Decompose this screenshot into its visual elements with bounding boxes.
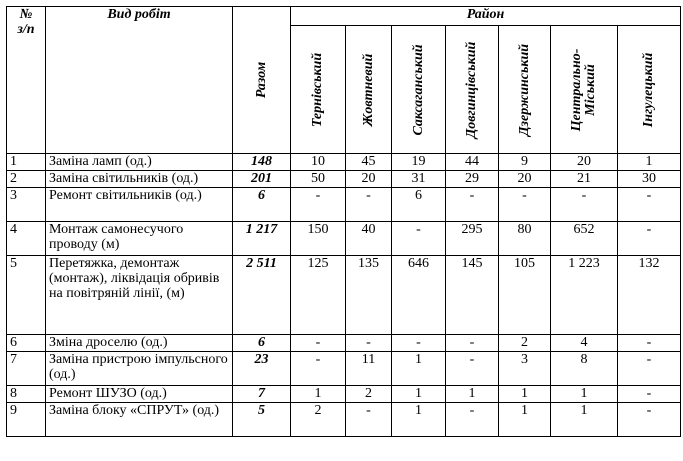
district-label: Центрально- Міський bbox=[569, 48, 598, 131]
district-value-cell: 1 223 bbox=[551, 256, 618, 335]
row-number: 6 bbox=[7, 335, 46, 352]
district-value-cell: 145 bbox=[446, 256, 499, 335]
district-value-cell: 135 bbox=[346, 256, 392, 335]
district-label: Саксаганський bbox=[410, 43, 426, 136]
district-value-cell: 105 bbox=[499, 256, 551, 335]
district-value-cell: 9 bbox=[499, 154, 551, 171]
district-value-cell: - bbox=[618, 188, 681, 222]
district-value-cell: - bbox=[446, 188, 499, 222]
table-row bbox=[7, 386, 681, 403]
row-number: 5 bbox=[7, 256, 46, 335]
row-number: 1 bbox=[7, 154, 46, 171]
district-value-cell: - bbox=[446, 403, 499, 437]
header-total bbox=[233, 7, 291, 154]
district-value-cell: 1 bbox=[392, 403, 446, 437]
district-value-cell: - bbox=[291, 352, 346, 386]
header-row-top bbox=[7, 7, 681, 26]
district-value-cell: 1 bbox=[499, 403, 551, 437]
district-label: Тернівський bbox=[310, 52, 325, 127]
district-value-cell: 3 bbox=[499, 352, 551, 386]
header-district-1 bbox=[346, 26, 392, 154]
district-value-cell: 1 bbox=[551, 403, 618, 437]
district-value-cell: - bbox=[392, 335, 446, 352]
district-value-cell: 295 bbox=[446, 222, 499, 256]
work-type-cell: Ремонт світильників (од.) bbox=[46, 188, 233, 222]
district-value-cell: 1 bbox=[291, 386, 346, 403]
table-row bbox=[7, 154, 681, 171]
district-value-cell: - bbox=[346, 335, 392, 352]
total-cell: 5 bbox=[233, 403, 291, 437]
district-value-cell: 1 bbox=[551, 386, 618, 403]
work-type-cell: Заміна ламп (од.) bbox=[46, 154, 233, 171]
row-number: 3 bbox=[7, 188, 46, 222]
district-value-cell: 2 bbox=[291, 403, 346, 437]
header-district-0 bbox=[291, 26, 346, 154]
district-value-cell: - bbox=[291, 188, 346, 222]
total-cell: 7 bbox=[233, 386, 291, 403]
district-value-cell: - bbox=[618, 335, 681, 352]
district-value-cell: 29 bbox=[446, 171, 499, 188]
district-value-cell: 44 bbox=[446, 154, 499, 171]
district-value-cell: - bbox=[618, 352, 681, 386]
work-type-cell: Заміна світильників (од.) bbox=[46, 171, 233, 188]
district-value-cell: 21 bbox=[551, 171, 618, 188]
district-value-cell: - bbox=[499, 188, 551, 222]
district-value-cell: 1 bbox=[499, 386, 551, 403]
header-work-type: Вид робіт bbox=[46, 7, 233, 154]
table-row bbox=[7, 403, 681, 437]
table-row bbox=[7, 256, 681, 335]
table-body bbox=[7, 154, 681, 437]
district-value-cell: 1 bbox=[446, 386, 499, 403]
district-label: Жовтневий bbox=[360, 53, 376, 126]
table-row bbox=[7, 352, 681, 386]
district-value-cell: 20 bbox=[346, 171, 392, 188]
work-type-cell: Заміна блоку «СПРУТ» (од.) bbox=[46, 403, 233, 437]
district-value-cell: 652 bbox=[551, 222, 618, 256]
total-cell: 2 511 bbox=[233, 256, 291, 335]
header-district-3 bbox=[446, 26, 499, 154]
district-value-cell: 11 bbox=[346, 352, 392, 386]
district-value-cell: - bbox=[618, 403, 681, 437]
work-type-cell: Монтаж самонесучого проводу (м) bbox=[46, 222, 233, 256]
district-value-cell: - bbox=[392, 222, 446, 256]
work-type-cell: Перетяжка, демонтаж (монтаж), ліквідація обривів на повітряній лінії, (м) bbox=[46, 256, 233, 335]
district-value-cell: 646 bbox=[392, 256, 446, 335]
table-row bbox=[7, 171, 681, 188]
district-value-cell: 30 bbox=[618, 171, 681, 188]
district-value-cell: 31 bbox=[392, 171, 446, 188]
district-value-cell: 2 bbox=[499, 335, 551, 352]
district-value-cell: 1 bbox=[618, 154, 681, 171]
district-value-cell: - bbox=[346, 188, 392, 222]
district-value-cell: 6 bbox=[392, 188, 446, 222]
table-row bbox=[7, 222, 681, 256]
header-district: Район bbox=[291, 7, 681, 26]
district-value-cell: - bbox=[346, 403, 392, 437]
works-table bbox=[6, 6, 681, 437]
district-value-cell: - bbox=[446, 352, 499, 386]
district-value-cell: 4 bbox=[551, 335, 618, 352]
row-number: 9 bbox=[7, 403, 46, 437]
district-value-cell: 20 bbox=[551, 154, 618, 171]
total-cell: 148 bbox=[233, 154, 291, 171]
district-value-cell: - bbox=[291, 335, 346, 352]
header-district-4 bbox=[499, 26, 551, 154]
district-value-cell: - bbox=[551, 188, 618, 222]
work-type-cell: Заміна пристрою імпульсного (од.) bbox=[46, 352, 233, 386]
total-cell: 1 217 bbox=[233, 222, 291, 256]
header-total-label: Разом bbox=[253, 61, 269, 99]
header-district-5 bbox=[551, 26, 618, 154]
district-value-cell: 2 bbox=[346, 386, 392, 403]
district-value-cell: 150 bbox=[291, 222, 346, 256]
row-number: 4 bbox=[7, 222, 46, 256]
row-number: 2 bbox=[7, 171, 46, 188]
district-value-cell: 50 bbox=[291, 171, 346, 188]
district-value-cell: 10 bbox=[291, 154, 346, 171]
district-value-cell: 45 bbox=[346, 154, 392, 171]
total-cell: 6 bbox=[233, 188, 291, 222]
row-number: 8 bbox=[7, 386, 46, 403]
district-value-cell: - bbox=[618, 222, 681, 256]
header-number: № з/п bbox=[7, 7, 46, 154]
district-value-cell: 20 bbox=[499, 171, 551, 188]
total-cell: 23 bbox=[233, 352, 291, 386]
district-label: Інгулецький bbox=[641, 52, 656, 127]
district-value-cell: 1 bbox=[392, 352, 446, 386]
district-value-cell: 125 bbox=[291, 256, 346, 335]
district-value-cell: - bbox=[446, 335, 499, 352]
district-value-cell: 80 bbox=[499, 222, 551, 256]
district-value-cell: - bbox=[618, 386, 681, 403]
table-row bbox=[7, 188, 681, 222]
work-type-cell: Ремонт ШУЗО (од.) bbox=[46, 386, 233, 403]
row-number: 7 bbox=[7, 352, 46, 386]
table-row bbox=[7, 335, 681, 352]
total-cell: 6 bbox=[233, 335, 291, 352]
district-value-cell: 19 bbox=[392, 154, 446, 171]
header-district-6 bbox=[618, 26, 681, 154]
district-label: Дзержинський bbox=[516, 43, 532, 136]
district-value-cell: 8 bbox=[551, 352, 618, 386]
district-value-cell: 40 bbox=[346, 222, 392, 256]
district-value-cell: 1 bbox=[392, 386, 446, 403]
header-district-2 bbox=[392, 26, 446, 154]
district-label: Довгинцівський bbox=[464, 41, 479, 138]
district-value-cell: 132 bbox=[618, 256, 681, 335]
total-cell: 201 bbox=[233, 171, 291, 188]
work-type-cell: Зміна дроселю (од.) bbox=[46, 335, 233, 352]
